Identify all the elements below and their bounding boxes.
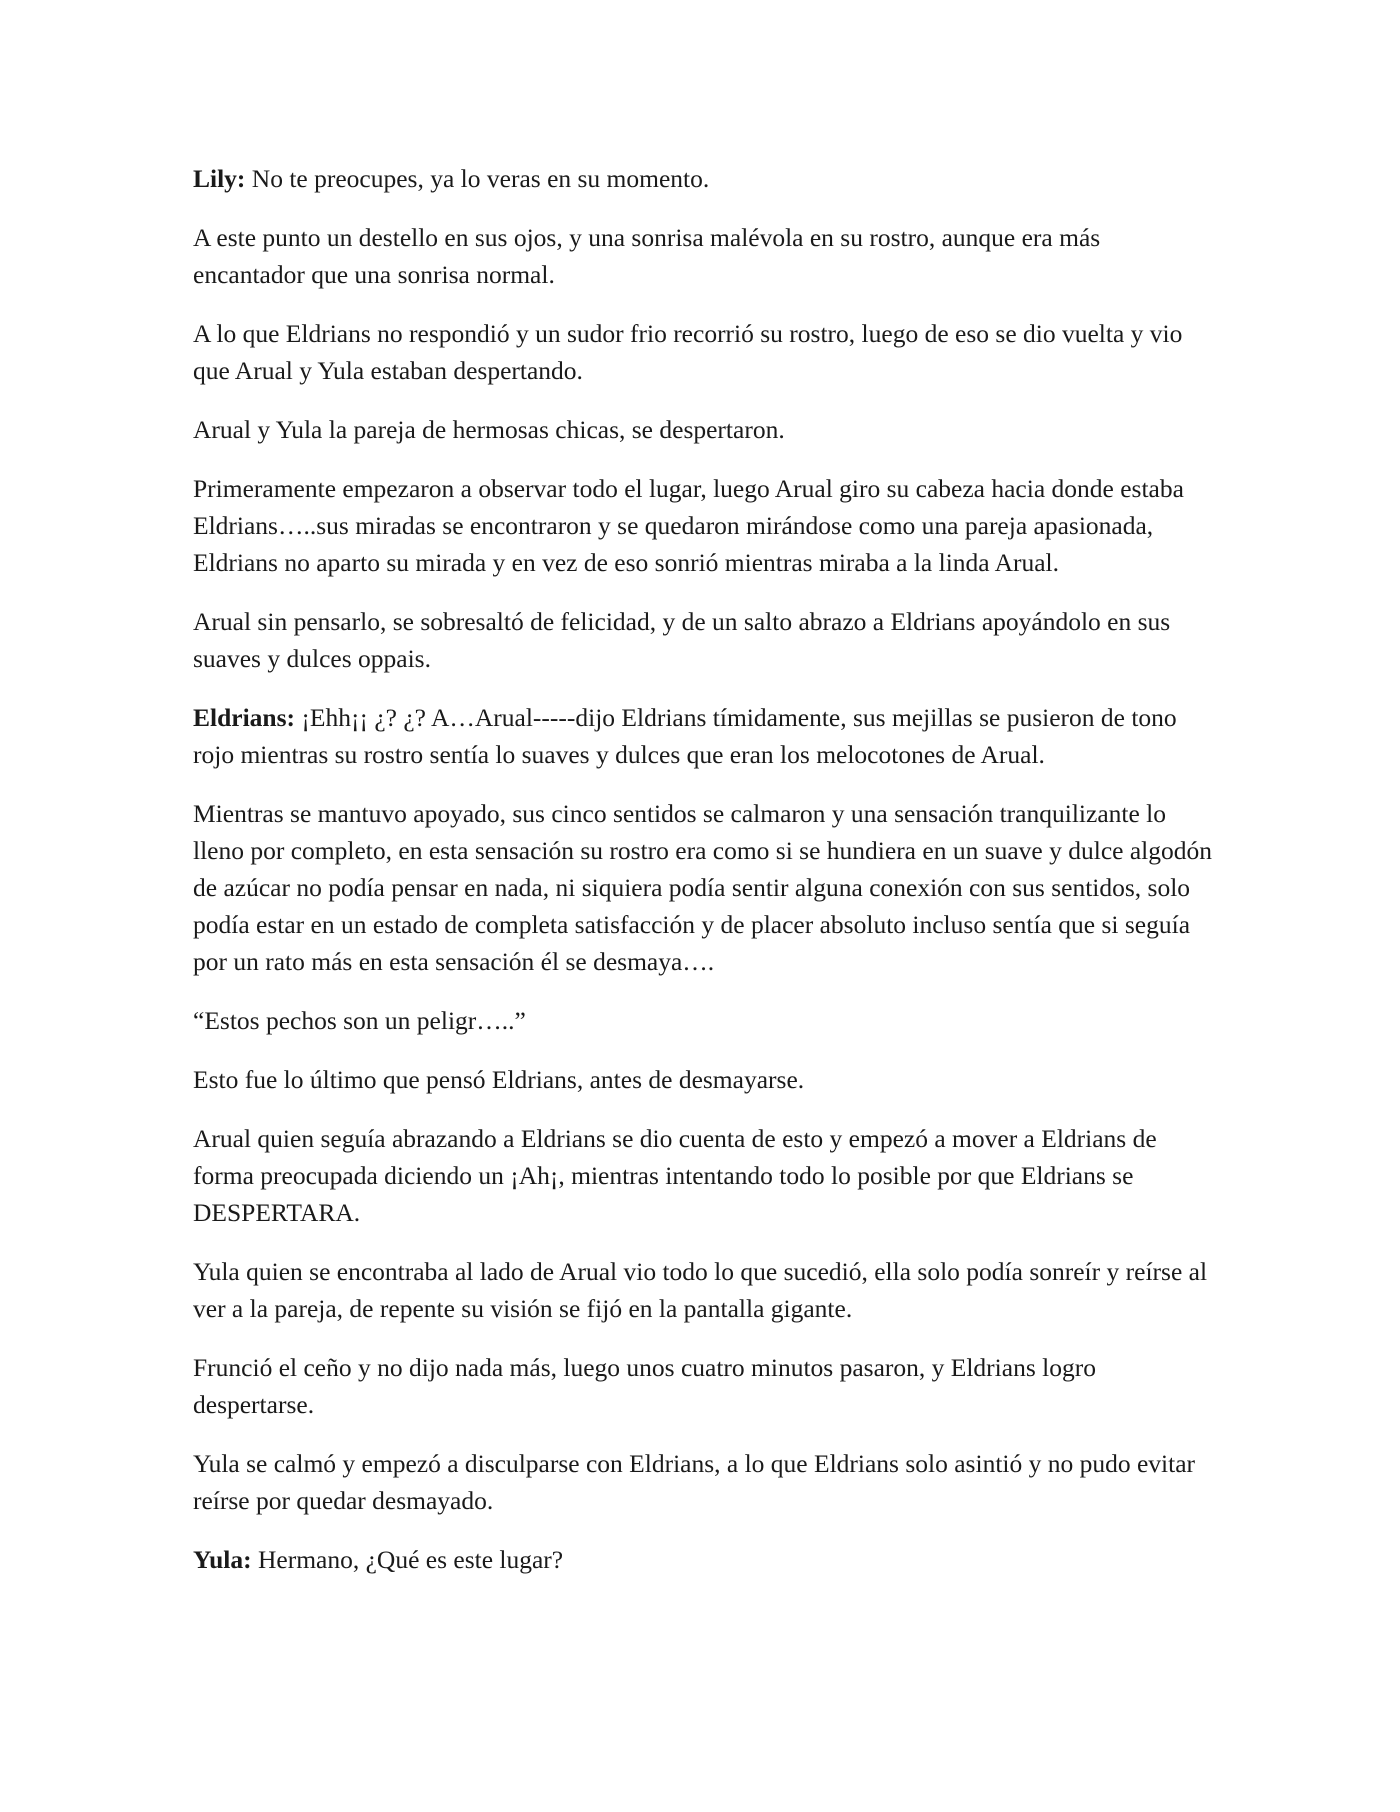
paragraph-text: Frunció el ceño y no dijo nada más, luego unos cuatro minutos pasaron, y Eldrians logro despertarse. — [193, 1353, 1096, 1419]
paragraph-text: Arual y Yula la pareja de hermosas chicas, se despertaron. — [193, 415, 785, 444]
narration-paragraph — [193, 1445, 1213, 1519]
narration-paragraph — [193, 1061, 1213, 1098]
paragraph-text: Yula se calmó y empezó a disculparse con Eldrians, a lo que Eldrians solo asintió y no pudo evitar reírse por quedar desmayado. — [193, 1449, 1196, 1515]
paragraph-text: Primeramente empezaron a observar todo el lugar, luego Arual giro su cabeza hacia donde estaba Eldrians…..sus miradas se encontraron y se quedaron mirándose como una pareja apasionada, Eldrians no aparto su mirada y en vez de eso sonrió mientras miraba a la linda Arual. — [193, 474, 1184, 577]
speaker-name: Yula: — [193, 1545, 252, 1574]
narration-paragraph — [193, 795, 1213, 980]
narration-paragraph — [193, 470, 1213, 581]
paragraph-text: ¡Ehh¡¡ ¿? ¿? A…Arual-----dijo Eldrians tímidamente, sus mejillas se pusieron de tono rojo mientras su rostro sentía lo suaves y dulces que eran los melocotones de Arual. — [193, 703, 1177, 769]
dialogue-paragraph — [193, 699, 1213, 773]
speaker-name: Eldrians: — [193, 703, 296, 732]
paragraph-text: Esto fue lo último que pensó Eldrians, antes de desmayarse. — [193, 1065, 805, 1094]
narration-paragraph — [193, 1120, 1213, 1231]
paragraph-text: Mientras se mantuvo apoyado, sus cinco sentidos se calmaron y una sensación tranquilizante lo lleno por completo, en esta sensación su rostro era como si se hundiera en un suave y dulce algodón de azúcar no podía pensar en nada, ni siquiera podía sentir alguna conexión con sus sentidos, solo podía estar en un estado de completa satisfacción y de placer absoluto incluso sentía que si seguía por un rato más en esta sensación él se desmaya…. — [193, 799, 1213, 976]
dialogue-paragraph — [193, 1541, 1213, 1578]
paragraph-text: Hermano, ¿Qué es este lugar? — [251, 1545, 564, 1574]
narration-paragraph — [193, 603, 1213, 677]
narration-paragraph — [193, 1349, 1213, 1423]
narration-paragraph — [193, 1253, 1213, 1327]
document-page — [193, 160, 1213, 1600]
paragraph-text: A lo que Eldrians no respondió y un sudor frio recorrió su rostro, luego de eso se dio vuelta y vio que Arual y Yula estaban despertando. — [193, 319, 1183, 385]
paragraph-text: Yula quien se encontraba al lado de Arual vio todo lo que sucedió, ella solo podía sonreír y reírse al ver a la pareja, de repente su visión se fijó en la pantalla gigante. — [193, 1257, 1208, 1323]
paragraph-text: A este punto un destello en sus ojos, y una sonrisa malévola en su rostro, aunque era más encantador que una sonrisa normal. — [193, 223, 1101, 289]
dialogue-paragraph — [193, 160, 1213, 197]
thought-paragraph — [193, 1002, 1213, 1039]
paragraph-text: No te preocupes, ya lo veras en su momento. — [245, 164, 710, 193]
paragraph-text: Arual sin pensarlo, se sobresaltó de felicidad, y de un salto abrazo a Eldrians apoyándolo en sus suaves y dulces oppais. — [193, 607, 1171, 673]
narration-paragraph — [193, 219, 1213, 293]
speaker-name: Lily: — [193, 164, 246, 193]
narration-paragraph — [193, 411, 1213, 448]
paragraph-text: “Estos pechos son un peligr…..” — [193, 1006, 526, 1035]
paragraph-text: Arual quien seguía abrazando a Eldrians se dio cuenta de esto y empezó a mover a Eldrians de forma preocupada diciendo un ¡Ah¡, mientras intentando todo lo posible por que Eldrians se DESPERTARA. — [193, 1124, 1157, 1227]
narration-paragraph — [193, 315, 1213, 389]
